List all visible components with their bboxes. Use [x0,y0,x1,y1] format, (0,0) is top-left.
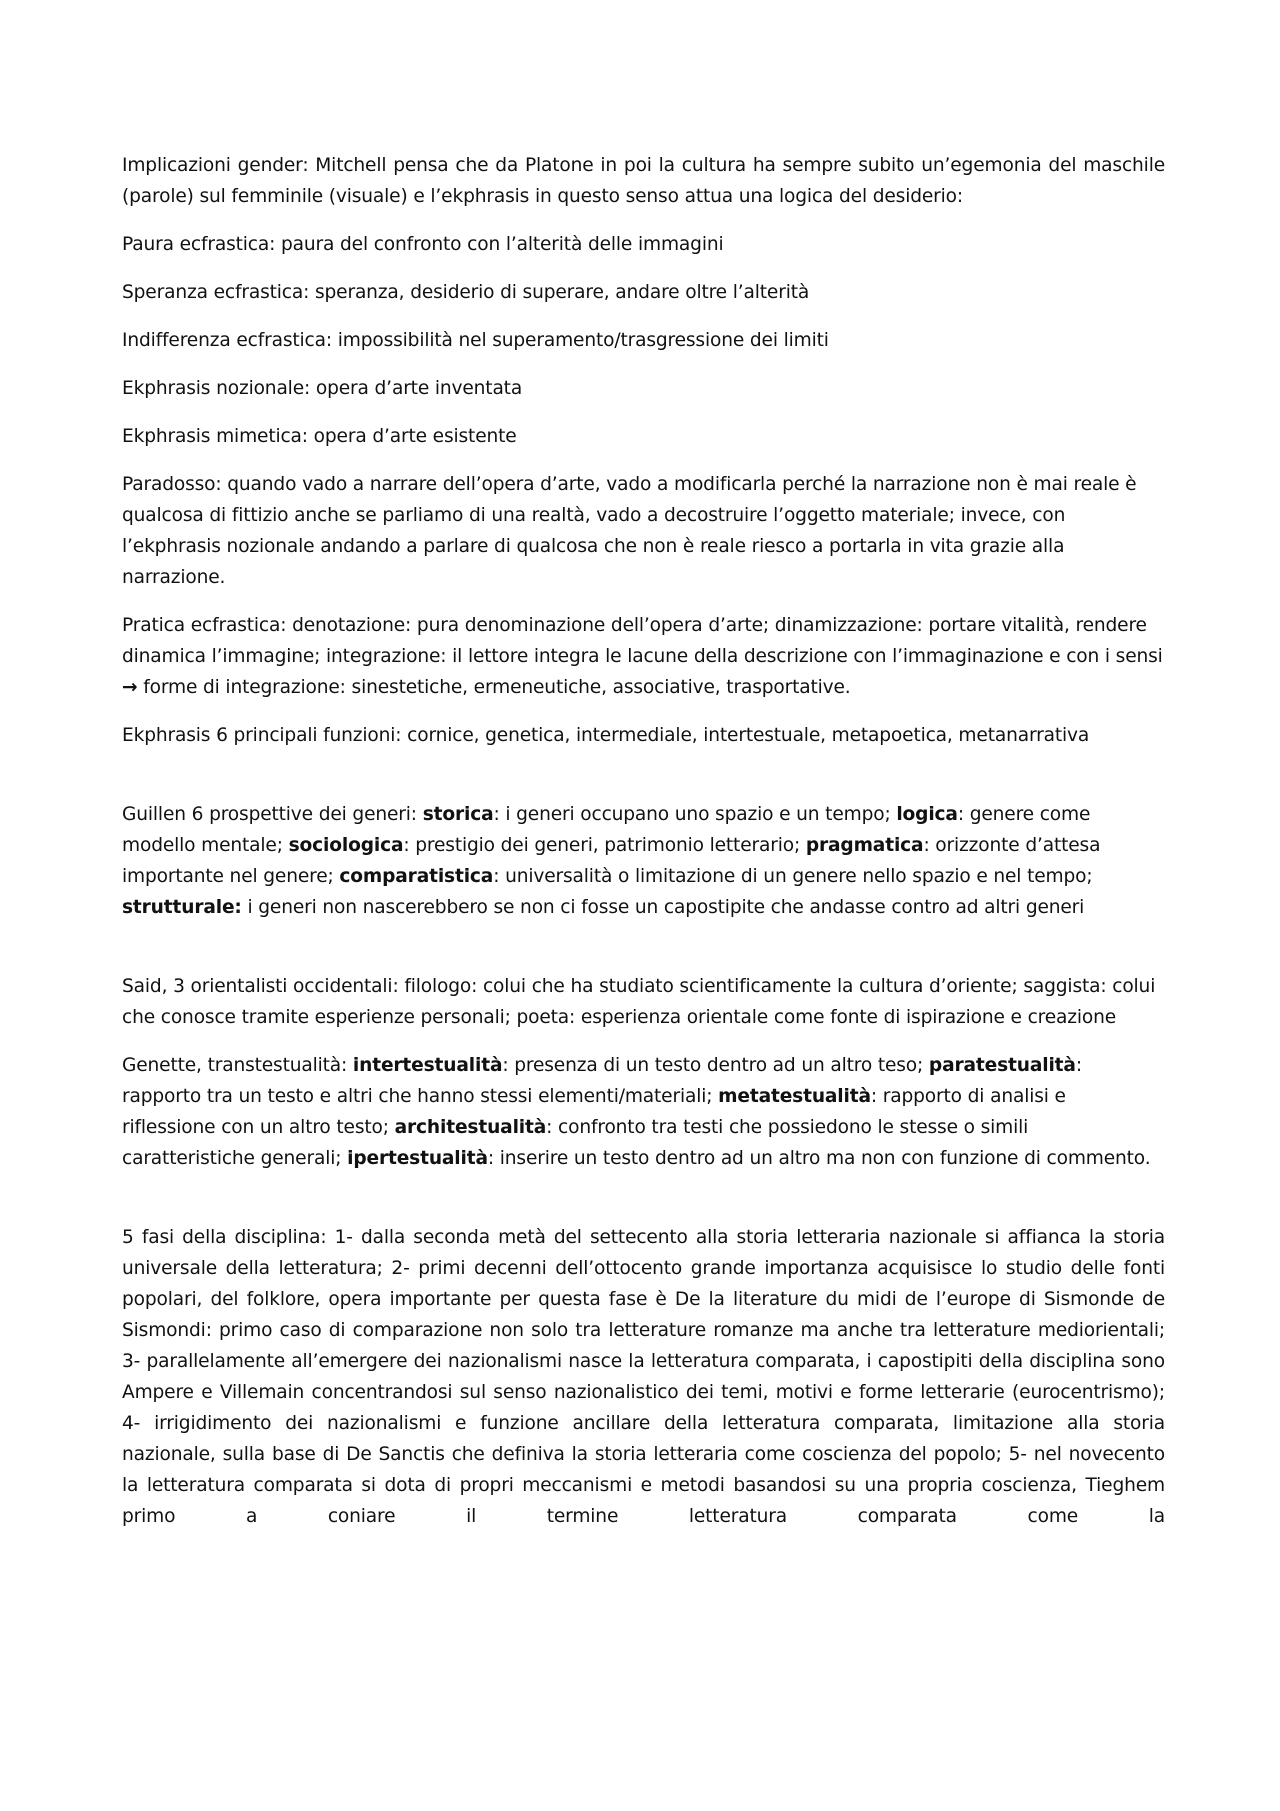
genette-term-ipertestualita: ipertestualità [347,1148,488,1169]
paragraph-notional-ekphrasis: Ekphrasis nozionale: opera d’arte inventata [122,378,523,399]
guillen-text: : genere come modello mentale; [122,804,1091,856]
paragraph-mimetic-ekphrasis: Ekphrasis mimetica: opera d’arte esistente [122,426,517,447]
guillen-text: i generi non nascerebbero se non ci fosse un capostipite che andasse contro ad altri generi [241,897,1085,918]
paragraph-gender-implications: Implicazioni gender: Mitchell pensa che da Platone in poi la cultura ha sempre subito un’egemonia del maschile (parole) sul femminile (visuale) e l’ekphrasis in questo senso attua una logica del desiderio: [122,155,1165,207]
paragraph-discipline-phases: 5 fasi della disciplina: 1- dalla seconda metà del settecento alla storia letteraria nazionale si affianca la storia universale della letteratura; 2- primi decenni dell’ottocento grande importanza acquisisce lo studio delle fonti popolari, del folklore, opera importante per questa fase è De la literature du midi de l’europe di Sismonde de Sismondi: primo caso di comparazione non solo tra letterature romanze ma anche tra letterature mediorientali; 3- parallelamente all’emergere dei nazionalismi nasce la letteratura comparata, i capostipiti della disciplina sono Ampere e Villemain concentrandosi sul senso nazionalistico dei temi, motivi e forme letterarie (eurocentrismo); 4- irrigidimento dei nazionalismi e funzione ancillare della letteratura comparata, limitazione alla storia nazionale, sulla base di De Sanctis che definiva la storia letteraria come coscienza del popolo; 5- nel novecento la letteratura comparata si dota di propri meccanismi e metodi basandosi su una propria coscienza, Tieghem primo a coniare il termine letteratura comparata come la [122,1227,1165,1527]
paragraph-said-orientalists: Said, 3 orientalisti occidentali: filologo: colui che ha studiato scientificamente la cultura d’oriente; saggista: colui che conosce tramite esperienze personali; poeta: esperienza orientale come fonte di ispirazione e creazione [122,976,1156,1028]
genette-text: Genette, transtestualità: [122,1055,353,1076]
guillen-text: Guillen 6 prospettive dei generi: [122,804,423,825]
guillen-text: : universalità o limitazione di un genere nello spazio e nel tempo; [493,866,1093,887]
guillen-term-sociologica: sociologica [288,835,404,856]
genette-text: : confronto tra testi che possiedono le stesse o simili caratteristiche generali; [122,1117,1029,1169]
ecphrastic-practice-text-a: Pratica ecfrastica: denotazione: pura denominazione dell’opera d’arte; dinamizzazione: portare vitalità, rendere dinamica l’immagine; integrazione: il lettore integra le lacune della descrizione con l’immaginazione e con i sensi [122,615,1163,667]
paragraph-genette-transtextuality [122,1050,1165,1174]
paragraph-ecphrastic-indifference: Indifferenza ecfrastica: impossibilità nel superamento/trasgressione dei limiti [122,330,829,351]
paragraph-guillen-genres [122,799,1165,923]
guillen-term-pragmatica: pragmatica [805,835,924,856]
genette-term-paratestualita: paratestualità [928,1055,1076,1076]
guillen-text: : prestigio dei generi, patrimonio letterario; [403,835,806,856]
genette-text: : inserire un testo dentro ad un altro ma non con funzione di commento. [487,1148,1151,1169]
guillen-term-logica: logica [896,804,958,825]
genette-text: : rapporto tra un testo e altri che hanno stessi elementi/materiali; [122,1055,1082,1107]
genette-text: : rapporto di analisi e riflessione con un altro testo; [122,1086,1066,1138]
guillen-term-storica: storica [422,804,494,825]
paragraph-paradox: Paradosso: quando vado a narrare dell’opera d’arte, vado a modificarla perché la narrazione non è mai reale è qualcosa di fittizio anche se parliamo di una realtà, vado a decostruire l’oggetto materiale; invece, con l’ekphrasis nozionale andando a parlare di qualcosa che non è reale riesco a portarla in vita grazie alla narrazione. [122,474,1137,588]
guillen-text: : orizzonte d’attesa importante nel genere; [122,835,1101,887]
arrow-right-icon: → [122,677,138,698]
paragraph-ecphrastic-practice [122,610,1165,703]
paragraph-ecphrastic-fear: Paura ecfrastica: paura del confronto con l’alterità delle immagini [122,234,724,255]
genette-term-architestualita: architestualità [394,1117,547,1138]
ecphrastic-practice-text-b: forme di integrazione: sinestetiche, ermeneutiche, associative, trasportative. [137,677,851,698]
guillen-text: : i generi occupano uno spazio e un tempo; [493,804,897,825]
genette-term-intertestualita: intertestualità [352,1055,503,1076]
genette-text: : presenza di un testo dentro ad un altro teso; [502,1055,929,1076]
paragraph-ecphrastic-hope: Speranza ecfrastica: speranza, desiderio di superare, andare oltre l’alterità [122,282,810,303]
guillen-term-strutturale: strutturale: [122,897,242,918]
genette-term-metatestualita: metatestualità [718,1086,871,1107]
paragraph-ekphrasis-functions: Ekphrasis 6 principali funzioni: cornice, genetica, intermediale, intertestuale, metapoetica, metanarrativa [122,725,1090,746]
guillen-term-comparatistica: comparatistica [339,866,494,887]
document-body [122,150,1165,1549]
